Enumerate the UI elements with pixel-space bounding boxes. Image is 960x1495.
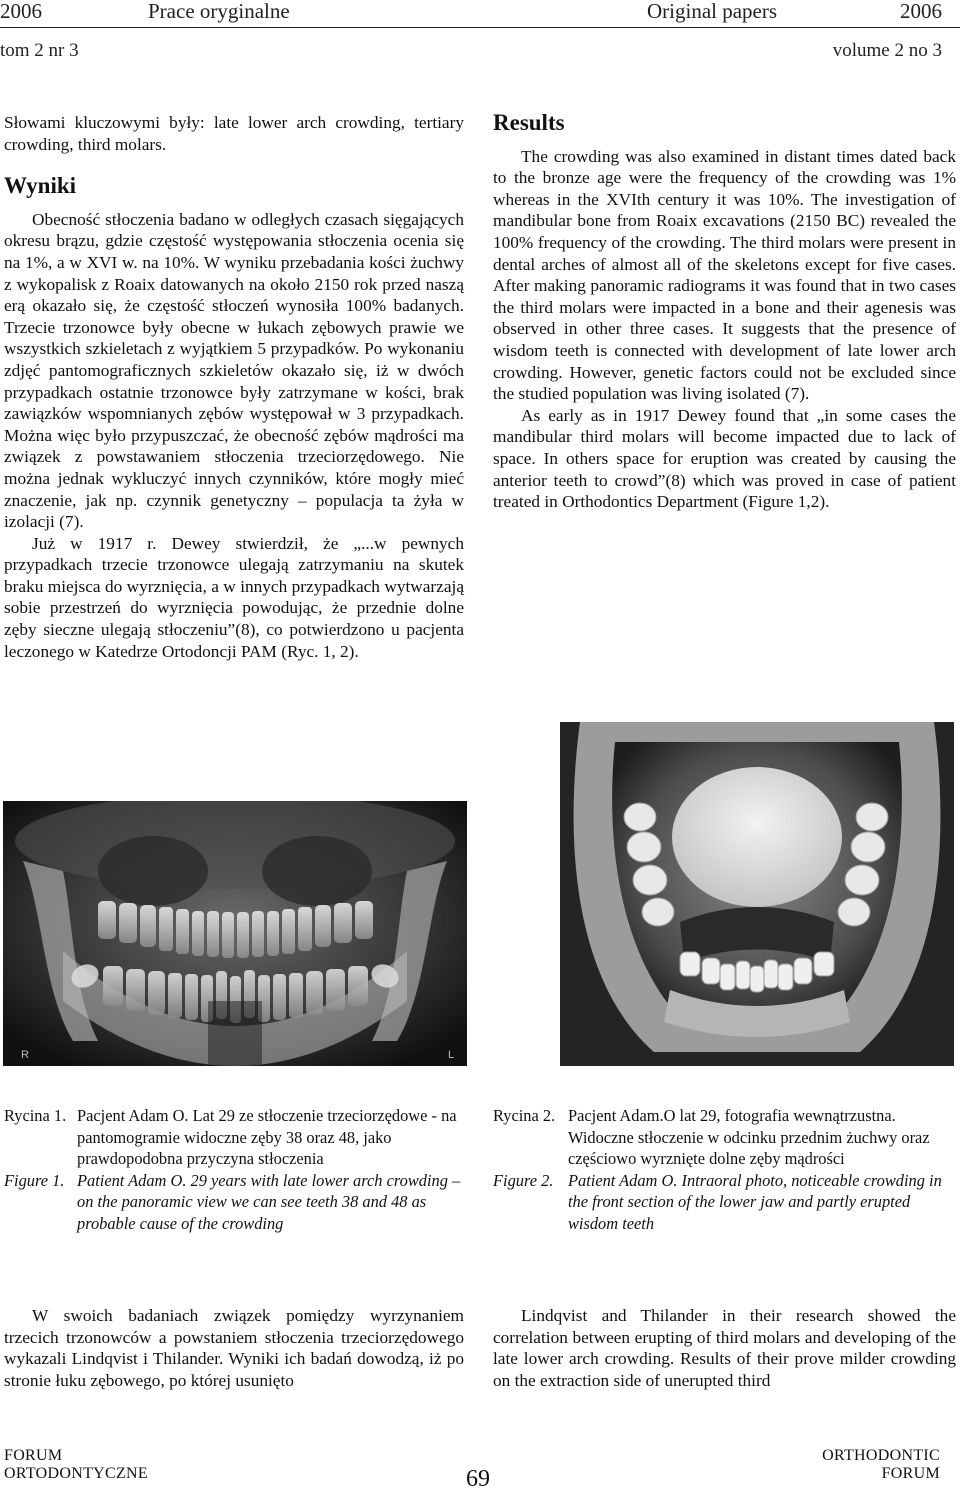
header-year-right: 2006 [900,0,942,23]
intraoral-photo-image [560,722,954,1066]
bottom-right-text [493,1305,956,1391]
bottom-left-paragraph: W swoich badaniach związek pomiędzy wyrzynaniem trzecich trzonowców a powstaniem stłoczenia trzeciorzędowego wykazali Lindqvist i Thilander. Wyniki ich badań dowodzą, iż po stronie łuku zębowego, po której usunięto [4,1306,464,1390]
figure1-caption-pl: Pacjent Adam O. Lat 29 ze stłoczenie trzeciorzędowe - na pantomogramie widoczne zęby 38 oraz 48, jako prawdopodobna przyczyna stłoczenia [77,1106,457,1168]
figure2-caption [493,1105,957,1234]
footer-journal-en [822,1447,940,1483]
figure2-caption-pl: Pacjent Adam.O lat 29, fotografia wewnątrzustna. Widoczne stłoczenie w odcinku przednim żuchwy oraz częściowo wyrznięte dolne zęby mądrości [568,1106,930,1168]
xray-mark-r: R [21,1049,29,1061]
header-section-en: Original papers [647,0,778,23]
bottom-left-text [4,1305,464,1391]
results-paragraph-1: The crowding was also examined in distant times dated back to the bronze age were the frequency of the crowding was 1% whereas in the XVIth century it was 10%. The investigation of mandibular bone from Roaix excavations (2150 BC) revealed the 100% frequency of the crowding. The third molars were present in dental arches of almost all of the skeletons except for five cases. After making panoramic radiograms it was found that in two cases the third molars were impacted in a bone and their agenesis was observed in other three cases. It suggests that the presence of wisdom teeth is connected with development of late lower arch crowding. However, genetic factors could not be excluded since the studied population was living isolated (7). [493,146,956,404]
figure2-label-pl: Rycina 2. [493,1106,556,1125]
header-rule [0,27,960,28]
panoramic-xray-image [3,801,467,1066]
heading-results: Results [493,110,565,135]
figure1-label-pl: Rycina 1. [4,1106,67,1125]
footer-left-line2: ORTODONTYCZNE [4,1465,148,1482]
wyniki-paragraph-1: Obecność stłoczenia badano w odległych czasach sięgających okresu brązu, gdzie częstość występowania stłoczenia ocenia się na 1%, a w XVI w. na 10%. W wyniku przebadania kości żuchwy z wykopalisk z Roaix datowanych na około 2150 rok przed naszą erą okazało się, że częstość stłoczeń wynosiła 100% badanych. Trzecie trzonowce były obecne w łukach zębowych prawie we wszystkich szkieletach z wyjątkiem 5 przypadków. Po wykonaniu zdjęć pantomograficznych szkieletów okazało się, iż w dwóch przypadkach ostatnie trzonowce były zatrzymane w kości, brak zawiązków wspomnianych zębów występował w 3 przypadkach. Można więc było przypuszczać, że obecność zębów mądrości ma związek z powstawaniem stłoczenia trzeciorzędowego. Nie można jednak wykluczyć innych czynników, które mogły mieć znaczenie, jak np. czynnik genetyczny – populacja ta żyła w izolacji (7). [4,209,464,532]
header-year-left: 2006 [0,0,42,23]
left-column [4,112,464,662]
header-volume-pl: tom 2 nr 3 [0,40,79,61]
figure1-label-en: Figure 1. [4,1170,65,1190]
footer-left-line1: FORUM [4,1447,63,1464]
wyniki-paragraph-2: Już w 1917 r. Dewey stwierdził, że „...w pewnych przypadkach trzecie trzonowce ulegają zatrzymaniu na skutek braku miejsca do wyrznięcia, a w innych przypadkach wytwarzają sobie przestrzeń do wyrznięcia powodując, że przednie dolne zęby sieczne ulegają stłoczeniu”(8), co potwierdzono u pacjenta leczonego w Katedrze Ortodoncji PAM (Ryc. 1, 2). [4,533,464,661]
figure1-caption [4,1105,466,1234]
footer-right-line2: FORUM [881,1465,940,1482]
footer-right-line1: ORTHODONTIC [822,1447,940,1464]
footer-journal-pl [4,1447,148,1483]
heading-wyniki: Wyniki [4,173,77,199]
xray-mark-l: L [448,1049,455,1061]
figure1-caption-en: Patient Adam O. 29 years with late lower arch crowding – on the panoramic view we can see teeth 38 and 48 as probable cause of the crowding [77,1170,461,1233]
bottom-right-paragraph: Lindqvist and Thilander in their research showed the correlation between erupting of third molars and developing of the late lower arch crowding. Results of their prove milder crowding on the extraction side of unerupted third [493,1306,956,1390]
header-section-pl: Prace oryginalne [148,0,290,23]
figure2-caption-en: Patient Adam O. Intraoral photo, noticeable crowding in the front section of the lower jaw and partly erupted wisdom teeth [568,1170,942,1233]
right-column [493,112,956,513]
page-number: 69 [466,1466,490,1492]
results-paragraph-2: As early as in 1917 Dewey found that „in some cases the mandibular third molars will become impacted due to lack of space. In others space for eruption was created by causing the anterior teeth to crowd”(8) which was proved in case of patient treated in Orthodontics Department (Figure 1,2). [493,405,956,512]
figure2-label-en: Figure 2. [493,1170,554,1190]
keywords-paragraph: Słowami kluczowymi były: late lower arch crowding, tertiary crowding, third molars. [4,113,464,154]
header-volume-en: volume 2 no 3 [832,40,942,61]
